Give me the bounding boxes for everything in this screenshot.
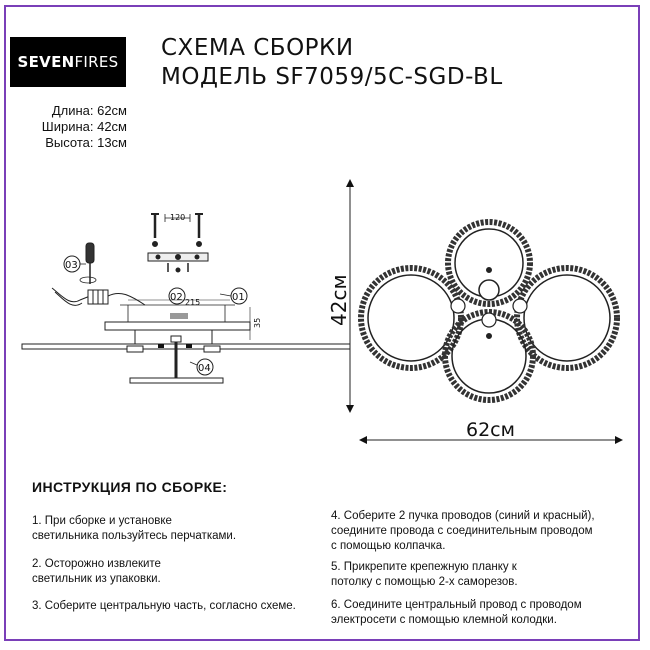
top-view bbox=[350, 180, 622, 440]
step-3-line-1: 3. Соберите центральную часть, согласно схеме. bbox=[32, 600, 296, 612]
step-2-line-1: 2. Осторожно извлеките bbox=[32, 558, 161, 570]
screw-left bbox=[151, 214, 159, 247]
instructions-title: ИНСТРУКЦИЯ ПО СБОРКЕ: bbox=[32, 479, 228, 495]
instruction-step-1 bbox=[32, 514, 236, 544]
label-02: 02 bbox=[170, 292, 183, 303]
label-04: 04 bbox=[198, 363, 211, 374]
step-4-line-2: соедините провода с соединительным проводом bbox=[331, 525, 593, 537]
instruction-step-6 bbox=[331, 598, 582, 628]
title-line-2: МОДЕЛЬ SF7059/5C-SGD-BL bbox=[161, 64, 503, 90]
label-01: 01 bbox=[232, 292, 245, 303]
instruction-step-3 bbox=[32, 599, 296, 614]
dimension-length: Длина: 62см bbox=[51, 103, 127, 118]
side-view bbox=[22, 213, 350, 383]
dimension-height: Высота: 13см bbox=[45, 135, 127, 150]
screw-right bbox=[195, 214, 203, 247]
step-5-line-2: потолку с помощью 2-х саморезов. bbox=[331, 576, 518, 588]
base-plate bbox=[105, 322, 250, 330]
dim-35-label: 35 bbox=[253, 317, 262, 328]
logo-thin-text: FIRES bbox=[74, 53, 119, 71]
label-03: 03 bbox=[65, 260, 78, 271]
title-line-1: СХЕМА СБОРКИ bbox=[161, 35, 354, 61]
dim-120-label: 120 bbox=[170, 213, 186, 222]
central-hub bbox=[479, 280, 499, 300]
lower-ring bbox=[130, 378, 223, 383]
instruction-step-5 bbox=[331, 560, 518, 590]
step-5-line-1: 5. Прикрепите крепежную планку к bbox=[331, 561, 517, 573]
step-2-line-2: светильник из упаковки. bbox=[32, 573, 161, 585]
step-4-line-1: 4. Соберите 2 пучка проводов (синий и красный), bbox=[331, 510, 595, 522]
step-4-line-3: с помощью колпачка. bbox=[331, 540, 446, 552]
dim-215-label: 215 bbox=[185, 298, 201, 307]
step-6-line-1: 6. Соедините центральный провод с проводом bbox=[331, 599, 582, 611]
dimension-width: Ширина: 42см bbox=[41, 119, 127, 134]
instruction-step-4 bbox=[331, 509, 595, 554]
step-1-line-1: 1. При сборке и установке bbox=[32, 515, 172, 527]
instruction-step-2 bbox=[32, 557, 161, 587]
dim-62-label: 62см bbox=[466, 419, 515, 441]
step-1-line-2: светильника пользуйтесь перчатками. bbox=[32, 530, 237, 542]
logo-bold-text: SEVEN bbox=[17, 53, 75, 71]
step-6-line-2: электросети с помощью клемной колодки. bbox=[331, 614, 557, 626]
dim-42-label: 42см bbox=[327, 274, 351, 326]
